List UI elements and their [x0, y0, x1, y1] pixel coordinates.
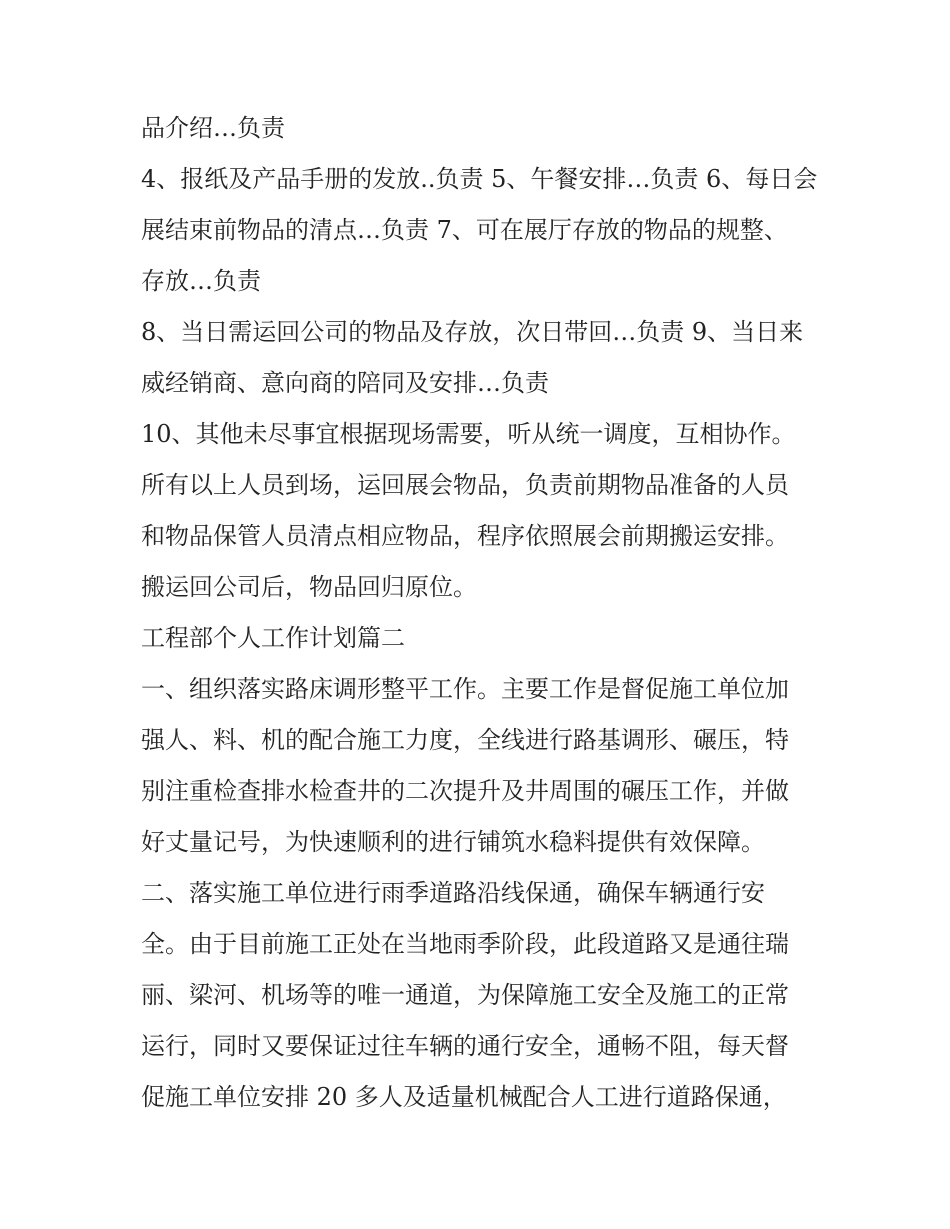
section-heading: 工程部个人工作计划篇二: [141, 624, 405, 652]
text-line: 强人、料、机的配合施工力度，全线进行路基调形、碾压，特: [141, 726, 789, 754]
text-line: 所有以上人员到场，运回展会物品，负责前期物品准备的人员: [141, 471, 789, 499]
text-line: 4、报纸及产品手册的发放..负责 5、午餐安排…负责 6、每日会: [141, 165, 818, 193]
text-line: 全。由于目前施工正处在当地雨季阶段，此段道路又是通往瑞: [141, 930, 789, 958]
document-body: [141, 108, 821, 1128]
text-line: 促施工单位安排 20 多人及适量机械配合人工进行道路保通，: [141, 1083, 787, 1111]
text-line: 和物品保管人员清点相应物品，程序依照展会前期搬运安排。: [141, 522, 789, 550]
text-line: 运行，同时又要保证过往车辆的通行安全，通畅不阻，每天督: [141, 1032, 789, 1060]
text-line: 别注重检查排水检查井的二次提升及井周围的碾压工作，并做: [141, 777, 789, 805]
text-line: 丽、梁河、机场等的唯一通道，为保障施工安全及施工的正常: [141, 981, 789, 1009]
text-line: 好丈量记号，为快速顺利的进行铺筑水稳料提供有效保障。: [141, 828, 765, 856]
text-line: 存放…负责: [141, 267, 261, 295]
text-line: 一、组织落实路床调形整平工作。主要工作是督促施工单位加: [141, 675, 789, 703]
text-line: 展结束前物品的清点…负责 7、可在展厅存放的物品的规整、: [141, 216, 788, 244]
text-line: 二、落实施工单位进行雨季道路沿线保通，确保车辆通行安: [141, 879, 765, 907]
text-line: 品介绍…负责: [141, 114, 285, 142]
text-line: 威经销商、意向商的陪同及安排…负责: [141, 369, 549, 397]
text-line: 搬运回公司后，物品回归原位。: [141, 573, 477, 601]
text-line: 10、其他未尽事宜根据现场需要，听从统一调度，互相协作。: [141, 420, 796, 448]
text-line: 8、当日需运回公司的物品及存放，次日带回…负责 9、当日来: [141, 318, 804, 346]
